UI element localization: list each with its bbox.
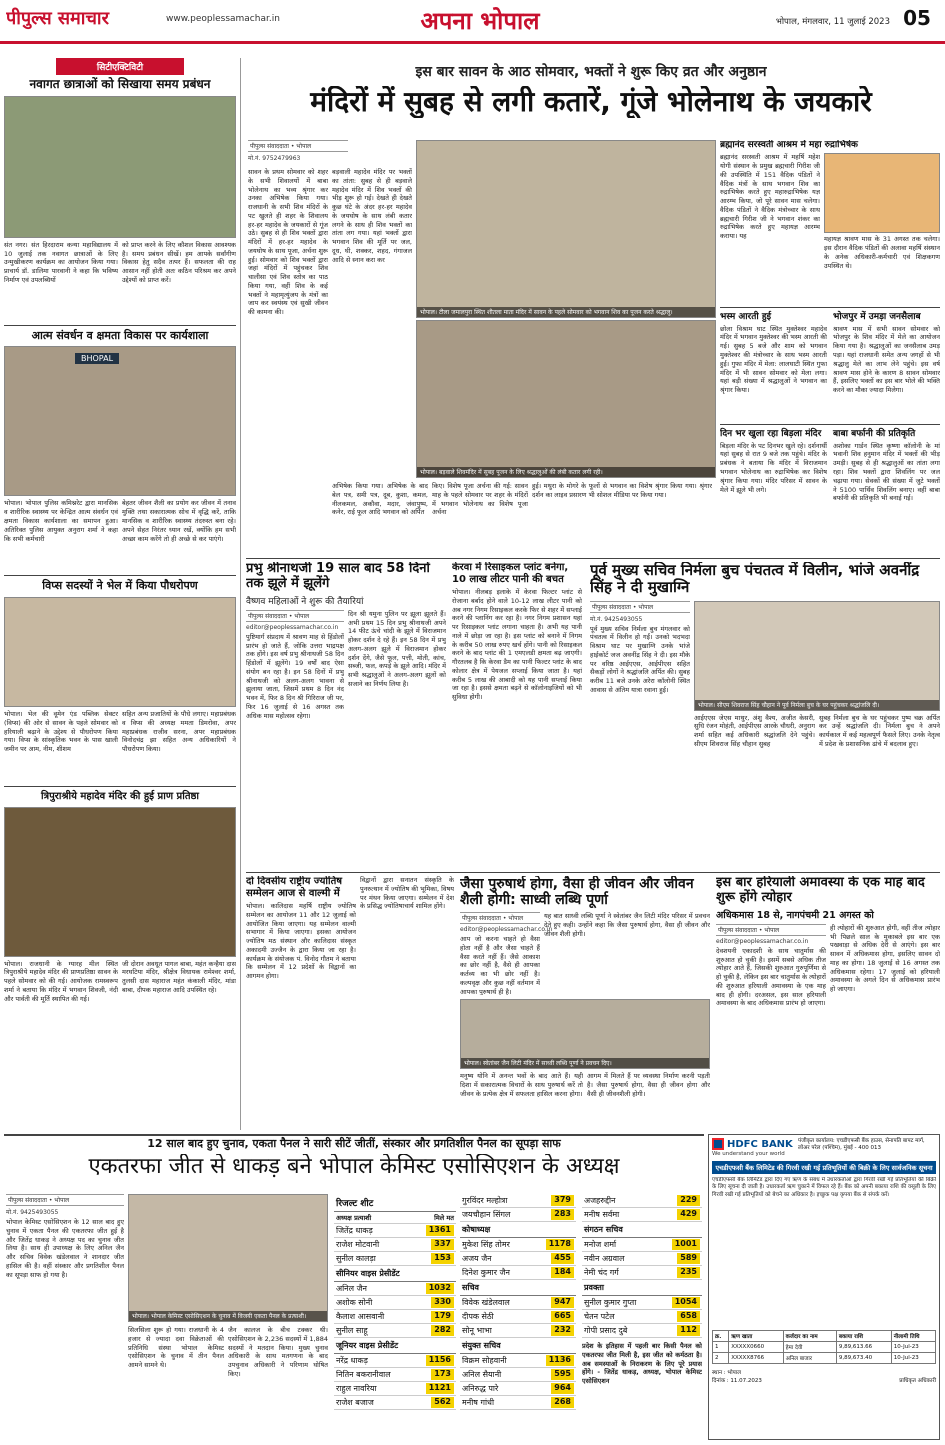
results-column-2 [460,1194,576,1440]
hdfc-logo-icon [712,1138,724,1150]
junior-vp-result-row-votes: 1121 [426,1383,454,1394]
senior-vp-result-row-votes: 330 [431,1297,454,1308]
baba-barfani-text: अशोका गार्डन स्थित कृष्णा कॉलोनी के मां भवानी शिव हनुमान मंदिर में भक्तों की भीड़ उमड़ी। सुबह से ही श्रद्धालुओं का तांता लगा रहा। शिव भक्तों द्वारा शिवलिंग पर जल चढ़ाया गया। सेवकों की संख्या में जुटे भक्तों ने 5100 पार्थिव शिवलिंग बनाए। वहीं बाबा बर्फानी की प्रतिकृति भी बनाई गई। [833,441,940,503]
senior-vp-result-row-votes: 282 [431,1325,454,1336]
shrinathji-subtitle: वैष्णव महिलाओं ने शुरू की तैयारियां [246,596,364,607]
birla-temple-title: दिन भर खुला रहा बिड़ला मंदिर [720,429,822,440]
secretary-result-row-votes: 665 [551,1311,574,1322]
org-secretary-result-row-votes: 235 [677,1267,700,1278]
masthead-url[interactable]: www.peoplessamachar.in [166,14,280,24]
spokesperson-title: प्रवक्ता [582,1280,702,1296]
ashram-rudrabhishek-text-b: महायज्ञ श्रावण मास के 31 अगस्त तक चलेगा। इस दौरान वैदिक पंडितों की अलावा महर्षि संस्थान के अनेक अधिकारी-कर्मचारी एवं शिक्षकगण उपस्थित थे। [824,235,940,270]
chemist-kicker: 12 साल बाद हुए चुनाव, एकता पैनल ने सारी सीटें जीतीं, संस्कार और प्रगतिशील पैनल का सूपड़ा साफ [147,1137,561,1150]
result-row-name: अजहरुद्दीन [584,1196,616,1205]
treasurer-result-row [460,1252,576,1266]
treasurer-result-row-votes: 1178 [546,1239,574,1250]
hariyali-byline: पीपुल्स संवाददाता • भोपाल [716,924,826,936]
story-shrinathji [246,562,446,868]
story-plantation-text-b: सहित अन्य प्रजातियों के पौधे लगाए। महाप्रबंधक व विप्स की अध्यक्ष ममता डिमरोवा, अपर महाप्रबंधक राजीव सरना, अपर महाप्रबंधक विनोदचंद्र झा सहित अन्य अधिकारियों ने पौधरोपण किया। [122,710,236,754]
lead-photo-queue [416,320,716,478]
kerwa-plant-title: केरवा में रिसाइकल प्लांट बनेगा, 10 लाख लीटर पानी की बचत [452,562,569,585]
hdfc-footer-date: दिनांक : 11.07.2023 [712,1378,762,1384]
lead-kicker: इस बार सावन के आठ सोमवार, भक्तों ने शुरू किए व्रत और अनुष्ठान [415,64,767,80]
hdfc-notice-text: एचडीएफसी बैंक लिमिटेड द्वारा दिए गए ऋण के संबंध में उधारकर्ताओं द्वारा गिरवी रखी गई प्रतिभूतियों की बिक्री के लिए सूचना दी जाती है। उधारकर्ता ऋण चुकाने में विफल रहे हैं। बैंक को अपनी बकाया राशि की वसूली के लिए गिरवी रखी गई प्रतिभूतियों को बेचने का अधिकार है। इच्छुक पक्ष कृपया बैंक से संपर्क करें। [712,1177,936,1198]
masthead [0,0,945,44]
joint-secretary-result-row [460,1396,576,1410]
sadhvi-title: जैसा पुरुषार्थ होगा, वैसा ही जीवन और जीवन शैली होगी: साध्वी लब्धि पूर्णा [460,876,694,909]
junior-vp-title: जूनियर वाइस प्रेसीडेंट [334,1338,456,1354]
nirmala-buch-text-c: सुबह निर्मला बुच के घर पहुंचकर पुष्प चक्र अर्पित कर उन्हें श्रद्धांजलि दी। निर्मला बुच ने अपने कार्यकाल में कई महत्वपूर्ण फैसले लिए। उनके नेतृत्व में प्रदेश के प्रशासनिक ढांचे में बदलाव हुए। [819,713,940,748]
president-result-row-votes: 1361 [426,1225,454,1236]
result-row [582,1208,702,1222]
lead-mobile: मो.नं. 9752479963 [248,155,301,162]
president-result-row-name: सुनील कालड़ा [336,1254,376,1263]
result-row-votes: 283 [551,1209,574,1220]
senior-vp-result-row-name: कैलाश आसवानी [336,1312,385,1321]
joint-secretary-title: संयुक्त सचिव [460,1338,576,1354]
junior-vp-result-row [334,1368,456,1382]
secretary-result-row [460,1310,576,1324]
results-col-candidate: अध्यक्ष प्रत्याशी [336,1214,372,1222]
chemist-quote: प्रदेश के इतिहास में पहली बार किसी पैनल को एकतरफा जीत मिली है, इस जीत को कर्मठता है। अब समस्याओं के निराकरण के लिए पूरे प्रयास होंगे। - जितेंद्र धाकड़, अध्यक्ष, भोपाल केमिस्ट एसोसिएशन [582,1342,702,1386]
org-secretary-result-row-name: मनोज शर्मा [584,1240,617,1249]
president-result-row-name: जितेंद्र धाकड़ [336,1226,373,1235]
secretary-result-row-votes: 232 [551,1325,574,1336]
hdfc-footer-sign: प्राधिकृत अधिकारी [899,1378,936,1384]
ashram-rudrabhishek-text: ब्रह्मानंद सरस्वती आश्रम में महर्षि महेश योगी संस्थान के प्रमुख ब्रह्मचारी गिरीश जी की उपस्थिति में 151 वैदिक पंडितों ने वैदिक मंत्रों के साथ भगवान शिव का रुद्राभिषेक करते हुए महारुद्राभिषेक यज्ञ आरम्भ किया, जो पूरे सावन मास चलेगा। वैदिक पंडितों ने वैदिक मंत्रोच्चार के साथ ब्रह्मचारी गिरीश जी ने भगवान शंकर का रुद्राभिषेक करते हुए महायज्ञ आरम्भ कराया। यह [720,153,820,241]
joint-secretary-result-row-name: मनीष गांधी [462,1398,495,1407]
story-time-management-text-a: संत नगर। संत हिरदाराम कन्या महाविद्यालय में 10 जुलाई तक नवागत छात्राओं के लिए उन्मुखीकरण कार्यक्रम का आयोजन किया गया। प्राचार्य डॉ. डालिमा पारवानी ने कहा कि भविष्य निर्माण एवं उपलब्धियों [4,240,118,284]
ashram-photo [824,153,940,233]
jyotish-text-a: भोपाल। कालिदास महर्षि राष्ट्रीय ज्योतिष सम्मेलन का आयोजन 11 और 12 जुलाई को आयोजित किया जाएगा। यह सम्मेलन वाल्मी सभागार में किया जाएगा। इसका आयोजन ज्योतिष मठ संस्थान और कालिदास संस्कृत अकादमी उज्जैन के द्वारा किया जा रहा है। कार्यक्रम के संयोजक पं. विनोद गौतम ने बताया कि सम्मेलन में 12 प्रदेशों के विद्वानों का आगमन होगा। [246,902,356,981]
story-sadhvi [460,876,710,1132]
jyotish-title: दो दिवसीय राष्ट्रीय ज्योतिष सम्मेलन आज से वाल्मी में [246,876,343,899]
bhasma-aarti-text: छोला विश्राम घाट स्थित मुक्तेश्वर महादेव मंदिर में भगवान मुक्तेश्वर की भस्म आरती की गई। सुबह 5 बजे और शाम को भगवान मुक्तेश्वर की मंत्रोच्चार के साथ भस्म आरती हुई। गुफा मंदिर में मेला: लालघाटी स्थित गुफा मंदिर में भी सावन सोमवार को मेला लगा। यहां बड़ी संख्या में श्रद्धालुओं ने भगवान का श्रृंगार किया। [720,324,827,395]
junior-vp-result-row-votes: 562 [431,1397,454,1408]
hdfc-table-cell: हेमा देवी [783,1342,836,1353]
sadhvi-text-a: आप जो करना चाहते हो वैसा होता नहीं है और जैसा चाहते हैं वैसा करते नहीं हैं। जैसे आकाश का छोर नहीं है, वैसे ही आपका कर्तव्य का भी छोर नहीं है। कल्पवृक्ष और कुछ नहीं वर्तमान में आपका पुरुषार्थ ही है। [460,935,540,996]
result-row-votes: 429 [677,1209,700,1220]
sadhvi-photo-caption: भोपाल। स्वेतांबर जैन लिटी मंदिर में साध्वी लब्धि पूर्णा ने प्रवचन दिए। [461,1058,709,1068]
story-nirmala-buch [590,562,940,868]
joint-secretary-result-row [460,1354,576,1368]
joint-secretary-result-row-votes: 268 [551,1397,574,1408]
result-row-name: मनीष सर्वमा [584,1210,620,1219]
result-row-votes: 379 [551,1195,574,1206]
story-temple-consecration-photo [4,807,236,957]
nirmala-buch-mobile: मो.नं. 9425493055 [590,615,643,623]
junior-vp-result-row-name: नरेंद्र धाकड़ [336,1356,368,1365]
story-plantation-text-a: भोपाल। भेल की वूमेन एंड पब्लिक सेक्टर (विप्स) की ओर से सावन के पहले सोमवार को हरियाली बढ़ाने के उद्देश्य से पौधरोपण किया गया। विप्स के सांस्कृतिक भवन के पास खाली जमीन पर आम, नीम, शीशम [4,710,118,754]
spokesperson-result-row [582,1296,702,1310]
chemist-photo-caption: भोपाल। भोपाल केमिस्ट एसोसिएशन के चुनाव में विजयी एकता पैनल के प्रत्याशी। [129,1311,327,1321]
hdfc-table-header: ऋण खाता [729,1331,783,1342]
bhasma-aarti-title: भस्म आरती हुई [720,312,772,323]
bhojpur-crowd-text: श्रावण मास में सभी सावन सोमवार को भोजपुर के शिव मंदिर में मेले का आयोजन किया गया है। श्रद्धालुओं का जनसैलाब उमड़ पड़ा। यहां राजधानी समेत अन्य जगहों से भी श्रद्धालु मेले का लाभ लेने पहुंचे। इस वर्ष श्रावण मास होने के कारण 8 सावन सोमवार हैं, इसलिए भक्तों का इस बार भोले की भक्ति करने का मौका ज्यादा मिलेगा। [833,324,940,395]
treasurer-result-row [460,1238,576,1252]
sadhvi-byline: पीपुल्स संवाददाता • भोपाल [460,912,540,924]
secretary-result-row-votes: 947 [551,1297,574,1308]
joint-secretary-result-row-votes: 964 [551,1383,574,1394]
hdfc-tagline: We understand your world [712,1151,785,1157]
hariyali-email[interactable]: editor@peoplessamachar.co.in [716,937,809,945]
hdfc-table-cell: 9,89,673.40 [836,1353,891,1364]
treasurer-result-row-name: मुकेश सिंह तोमर [462,1240,510,1249]
birla-temple-text: बिड़ला मंदिर के पट दिनभर खुले रहे। दर्शनार्थी यहां सुबह से रात 9 बजे तक पहुंचे। मंदिर के प्रबंधक ने बताया कि मंदिर में विराजमान भगवान भोलेनाथ का रुद्राभिषेक कर विशेष श्रृंगार किया गया। मंदिर परिसर में सावन के मेले में झूले भी लगे। [720,441,827,494]
senior-vp-result-row-votes: 1032 [426,1283,454,1294]
result-row [460,1208,576,1222]
hdfc-table-cell: 10-Jul-23 [891,1342,935,1353]
story-time-management-text-b: को प्राप्त करने के लिए कौशल विकास आवश्यक है। समय प्रबंधन सीखें। हम आपके सर्वांगीण विकास हेतु सदैव तत्पर हैं। सफलता की राह आसान नहीं होती अतः कठिन परिश्रम कर अपने उद्देश्यों को प्राप्त करें। [122,240,236,284]
spokesperson-result-row-name: गोपी प्रसाद दुबे [584,1326,628,1335]
senior-vp-result-row [334,1282,456,1296]
treasurer-result-row-votes: 184 [551,1267,574,1278]
junior-vp-result-row [334,1396,456,1410]
hdfc-table-cell: 2 [713,1353,729,1364]
president-result-row-name: राजेश मोटवानी [336,1240,380,1249]
senior-vp-result-row [334,1310,456,1324]
result-row-votes: 229 [677,1195,700,1206]
result-row [460,1194,576,1208]
joint-secretary-result-row-name: अनिल सैयानी [462,1370,502,1379]
secretary-title: सचिव [460,1280,576,1296]
story-plantation-title: विप्स सदस्यों ने भेल में किया पौधरोपण [42,579,198,593]
org-secretary-result-row-name: नवीन अग्रवाल [584,1254,625,1263]
hdfc-table [712,1330,936,1364]
shrinathji-text-b: दिन श्री यमुना पुलिन पर झूला झूलते हैं। अभी प्रथम 15 दिन प्रभु श्रीनाथजी अपने 14 फीट ऊंचे चांदी के झूले में विराजमान होकर दर्शन दे रहे हैं। इन 58 दिन में प्रभु अलग-अलग झूले में विराजमान होकर दर्शन देंगे, जैसे फूल, पत्ती, मोती, कांच, सब्जी, फल, कपड़े के झूले आदि। मंदिर में सभी श्रद्धालुओं ने अलग-अलग झूलों को सजाने का निर्णय लिया है। [348,609,446,688]
sadhvi-photo [460,999,710,1069]
hariyali-text-b: ही त्योहारों की शुरुआत होगी, वहीं तीज त्योहार भी पिछले साल के मुकाबले इस बार एक पखवाड़ा से अधिक देरी से आएंगे। इस बार सावन में अधिकमास होगा, इसलिए सावन दो माह का होगा। 18 जुलाई से 16 अगस्त तक अधिकमास रहेगा। 17 जुलाई को हरियाली अमावस्या के अगले दिन से अधिकमास प्रारंभ हो जाएगा। [830,923,940,994]
hdfc-footer-place: स्थान : भोपाल [712,1370,741,1376]
chemist-photo [128,1194,328,1322]
joint-secretary-result-row [460,1368,576,1382]
spokesperson-result-row-name: चेतन पटेल [584,1312,615,1321]
secretary-result-row [460,1296,576,1310]
nirmala-buch-photo [694,601,940,711]
story-time-management-photo [4,96,236,238]
result-row [582,1194,702,1208]
lead-byline-block [248,140,348,162]
treasurer-result-row-name: अजय जैन [462,1254,492,1263]
results-header-row [334,1212,456,1224]
lead-text-d: किए। विशेष पूजा अर्चना की गई: सावन माह के पहले सोमवार पर शहर के मंदिरों में भगवान भोलेनाथ का विशेष पूजा अर्चना [432,482,528,517]
nirmala-buch-text-a: पूर्व मुख्य सचिव निर्मला बुच मंगलवार को पंचतत्व में विलीन हो गईं। उनको भदभदा विश्राम घाट पर मुखाग्नि उनके भांजे हाईकोर्ट जज अवनींद्र सिंह ने दी। इस मौके पर वरिष्ठ आईएएस, आईपीएस सहित सैकड़ों लोगों ने श्रद्धांजलि अर्पित की। सुबह करीब 11 बजे उनके अरेरा कॉलोनी स्थित आवास से अंतिम यात्रा रवाना हुई। [590,624,690,694]
president-result-row [334,1224,456,1238]
spokesperson-result-row [582,1324,702,1338]
story-kerwa-plant [452,562,582,868]
junior-vp-result-row-name: नितिन बकरानीवाल [336,1370,391,1379]
story-workshop-title: आत्म संवर्धन व क्षमता विकास पर कार्यशाला [31,328,209,342]
city-activity-tag: सिटीएक्टिविटी [56,58,184,75]
jyotish-text-b: विद्वानों द्वारा सनातन संस्कृति के पुनरुत्थान में ज्योतिष की भूमिका, विषय पर मंथन किया जाएगा। सम्मेलन में देश के प्रसिद्ध ज्योतिषाचार्य शामिल होंगे। [360,876,454,911]
lead-byline: पीपुल्स संवाददाता • भोपाल [248,140,348,152]
org-secretary-result-row [582,1238,702,1252]
spokesperson-result-row-name: सुनील कुमार गुप्ता [584,1298,637,1307]
right-top-column [720,140,940,552]
joint-secretary-result-row-name: विक्रम सोहवानी [462,1356,507,1365]
results-column-1 [334,1194,456,1440]
page-number: 05 [903,6,931,30]
junior-vp-result-row-votes: 173 [431,1369,454,1380]
senior-vp-result-row-name: अशोक सोनी [336,1298,373,1307]
workshop-banner-text: BHOPAL [75,353,119,364]
spokesperson-result-row [582,1310,702,1324]
results-column-3 [582,1194,702,1440]
lead-text-e: हुई। मथुरा के मोगरे के फूलों से भगवान का विशेष श्रृंगार किया गया। श्रृंगार दर्शन का लाइव प्रसारण भी सोशल मीडिया पर किया गया। [532,482,712,499]
chemist-headline: एकतरफा जीत से धाकड़ बने भोपाल केमिस्ट एसोसिएशन के अध्यक्ष [88,1154,620,1179]
hdfc-table-row [713,1353,936,1364]
result-row-name: जयचौहान सिंगल [462,1210,511,1219]
kerwa-plant-text: भोपाल। नीलबड़ इलाके में केरवा फिल्टर प्लांट से रोजाना बर्बाद होने वाले 10-12 लाख लीटर पानी को अब नगर निगम रिसाइकल करके फिर से शहर में सप्लाई करने की प्लानिंग कर रहा है। नगर निगम प्रशासन यहां पर रिसाइकल प्लांट लगाना चाहता है। अभी यह पानी नाले में छोड़ा जा रहा है। इस प्लांट को बनाने में निगम के करीब 50 लाख रुपए खर्च होंगे। पानी को रिसाइकल करने के बाद प्लांट की 1 एमएलडी क्षमता बढ़ जाएगी। गौरतलब है कि केरवा डैम का पानी फिल्टर प्लांट के बाद कोलार क्षेत्र में पेयजल सप्लाई किया जाता है। यहां करीब 5 लाख की आबादी को यह पानी सप्लाई किया जा रहा है। इससे क्षमता बढ़ने से कॉलोनाइजियों को भी सुविधा होगी। [452,588,582,702]
org-secretary-result-row-votes: 589 [677,1253,700,1264]
shrinathji-email[interactable]: editor@peoplessamachar.co.in [246,623,339,631]
baba-barfani-title: बाबा बर्फानी की प्रतिकृति [833,429,916,440]
story-temple-text-b: जी दोरान अवधूत पागल बाबा, महंत कन्हैया दास मरघटिया मंदिर, श्रीक्षेत्र विधायक रामेश्वर शर्मा, तुलसी दास महाराज महंत कंकाली मंदिर, मांडा बाबा, दीपक महाराज आदि उपस्थित रहे। [122,959,236,994]
org-secretary-result-row [582,1252,702,1266]
lead-photo-temple-puja [416,140,716,318]
org-secretary-result-row-name: नेमी चंद गर्ग [584,1268,619,1277]
nirmala-buch-byline: पीपुल्स संवाददाता • भोपाल [590,601,690,613]
senior-vp-result-row [334,1324,456,1338]
left-column [4,58,236,1130]
story-jyotish-sammelan [246,876,356,1132]
masthead-logo: पीपुल्स समाचार [6,8,109,29]
hdfc-bank-name: HDFC BANK [727,1138,793,1150]
senior-vp-title: सीनियर वाइस प्रेसीडेंट [334,1266,456,1282]
lead-headline: मंदिरों में सुबह से लगी कतारें, गूंजे भोलेनाथ के जयकारे [310,86,872,118]
senior-vp-result-row-name: अनिल जैन [336,1284,367,1293]
secretary-result-row-name: विवेक खंडेलवाल [462,1298,510,1307]
secretary-result-row [460,1324,576,1338]
lead-text-c: अभिषेक किया गया। अभिषेक के बाद बेल पत्र, समी पत्र, दूब, कुशा, कमल, नीलकमल, अकौवा, मदार, जंवापुष्प, कनेर, राई फूल आदि भगवान को अर्पित [332,482,428,517]
hdfc-table-cell: 10-Jul-23 [891,1353,935,1364]
shrinathji-byline: पीपुल्स संवाददाता • भोपाल [246,610,344,622]
hdfc-table-cell: XXXXX0660 [729,1342,783,1353]
treasurer-result-row-name: दिनेश कुमार जैन [462,1268,510,1277]
lead-photo1-caption: भोपाल। टीला जमालपुरा स्थित शीतला माता मंदिर में सावन के पहले सोमवार को भगवान शिव का पूजन करते श्रद्धालु। [417,307,715,317]
story-temple-consecration-title: त्रिपुराश्रीये महादेव मंदिर की हुई प्राण प्रतिष्ठा [40,791,199,803]
hdfc-table-header: बकाया राशि [836,1331,891,1342]
chemist-text-b: सिलसिला शुरू हो गया। राजधानी के 4 हजार से ज्यादा दवा विक्रेताओं की प्रतिनिधि संस्था भोपाल केमिस्ट एसोसिएशन के चुनाव में तीन पैनल आमने सामने थे। [128,1326,224,1370]
bhojpur-crowd-title: भोजपुर में उमड़ा जनसैलाब [833,312,921,323]
story-time-management-title: नवागत छात्राओं को सिखाया समय प्रबंधन [29,77,211,91]
story-temple-text-a: भोपाल। राजधानी के ग्यारह मील स्थित त्रिपुराश्रीये महादेव मंदिर की प्राणप्रतिष्ठा सावन के पहले सोमवार को की गई। आयोजक रामस्वरूप शर्मा ने बताया कि मंदिर में भगवान शिवजी, नंदी और पार्वती की मूर्ति स्थापित की गई। [4,959,118,1003]
hdfc-notice-title: एचडीएफसी बैंक लिमिटेड की गिरवी रखी गई प्रतिभूतियों की बिक्री के लिए सार्वजनिक सूचना [712,1161,936,1174]
senior-vp-result-row-name: सुनील साहू [336,1326,368,1335]
story-workshop-photo [4,346,236,496]
nirmala-buch-photo-caption: भोपाल। सीएम शिवराज सिंह चौहान ने पूर्व निर्मला बुच के घर पहुंचकर श्रद्धांजलि दी। [695,700,939,710]
president-result-row-votes: 337 [431,1239,454,1250]
hariyali-text-a: देवशयनी एकादशी के साथ चातुर्मास की शुरुआत हो चुकी है। इसमें सबसे अधिक तीज त्योहार आते हैं, जिसकी शुरुआत गुरुपूर्णिमा से हो चुकी है, लेकिन इस बार चातुर्मास के त्योहारों की शुरुआत हरियाली अमावस्या के एक माह बाद ही होगी। दरअसल, इस साल हरियाली अमावस्या के बाद अधिकमास प्रारंभ हो जाएगा। [716,946,826,1008]
lead-text-b: बड़वाली महादेव मंदिर पर भक्तों का तांता: सुबह से ही बड़वाले महादेव मंदिर में शिव भक्तों की भीड़ शुरू हो गई। देखते ही देखते कुछ घंटे के अंदर हर-हर महादेव के जयघोष के साथ लंबी कतार लगने के साथ ही शिव भक्तों का तांता लग गया। यहां भक्तों द्वारा भगवान शिव की मूर्ति पर जल, दूध, घी, शक्कर, शहद, गंगाजल आदि से स्नान करा कर [332,168,412,264]
results-col-votes: मिले मत [434,1214,454,1222]
sadhvi-text-b: यह बात साध्वी लब्धि पूर्णा ने स्वेतांबर जैन लिटी मंदिर परिसर में प्रवचन देते हुए कही। उन्होंने कहा कि जैसा पुरुषार्थ होगा, वैसा ही जीवन और जीवन शैली होगी। [544,912,710,938]
junior-vp-result-row-name: राहुल नावरिया [336,1384,377,1393]
hdfc-table-cell: 1 [713,1342,729,1353]
chemist-byline-block [6,1194,124,1418]
result-row-name: गुरविंदर मल्होत्रा [462,1196,508,1205]
hdfc-logo [712,1138,794,1150]
junior-vp-result-row-name: राजेश बजाज [336,1398,374,1407]
junior-vp-result-row [334,1382,456,1396]
story-workshop-text-b: बेहतर जीवन शैली का प्रयोग कर जीवन में तनाव मुक्ति तथा सकारात्मक सोच में वृद्धि करें, ताकि मानसिक व शारीरिक स्वास्थ्य तंदरुस्त बना रहे। अपने सेहत निरंतर ध्यान रखें, क्योंकि हम सभी अच्छा काम करेंगे तो ही अच्छे से कर पाएंगे। [122,499,236,543]
spokesperson-result-row-votes: 112 [677,1325,700,1336]
joint-secretary-result-row [460,1382,576,1396]
issue-date: भोपाल, मंगलवार, 11 जुलाई 2023 [775,17,890,27]
shrinathji-text-a: पुष्टिमार्ग संप्रदाय में श्रावण माह से हिंडोलों प्रारंभ हो जाते हैं, जोकि उत्तरा भाद्रपक्ष तक होंगे। इस वर्ष प्रभु श्रीनाथजी 58 दिन हिंडोलों में झूलेंगे। 19 वर्षों बाद ऐसा संयोग बन रहा है। इन 58 दिनों में प्रभु श्रीनाथजी को अलग-अलग भावना से झुलाया जाता, जिसमें प्रथम 8 दिन नंद भवन में, फिर 8 दिन श्री गिरिराज जी पर, फिर 16 जुलाई से 16 अगस्त तक अधिक मास महोत्सव रहेगा। [246,632,344,720]
hdfc-table-header: कर्जदार का नाम [783,1331,836,1342]
hdfc-table-cell: 9,89,613.66 [836,1342,891,1353]
junior-vp-result-row-votes: 1156 [426,1355,454,1366]
senior-vp-result-row-votes: 179 [431,1311,454,1322]
sadhvi-text-c: मनुष्य योनि में अनन्त भवों के बाद आते हैं। यही दिशा में सकारात्मक विचारों के साथ पुरुषार्थ करें तो जीवन के प्रत्येक क्षेत्र में सफलता हासिल करना होगा। [460,1072,583,1098]
treasurer-result-row [460,1266,576,1280]
joint-secretary-result-row-votes: 1136 [546,1355,574,1366]
spokesperson-result-row-votes: 1054 [672,1297,700,1308]
sadhvi-email[interactable]: editor@peoplessamachar.co.in [460,926,553,934]
story-workshop-text-a: भोपाल। भोपाल पुलिस कमिश्नरेट द्वारा मानसिक व शारीरिक स्वास्थ्य पर केन्द्रित आत्म संवर्धन एवं क्षमता विकास कार्यशाला का समापन हुआ। अतिरिक्त पुलिस आयुक्त अनुराग शर्मा ने कहा कि सभी कर्मचारी [4,499,118,543]
treasurer-title: कोषाध्यक्ष [460,1222,576,1238]
hariyali-title: इस बार हरियाली अमावस्या के एक माह बाद शुरू होंगे त्योहार [716,876,925,905]
story-plantation-photo [4,597,236,707]
chemist-byline: पीपुल्स संवाददाता • भोपाल [6,1194,124,1206]
president-result-row-votes: 153 [431,1253,454,1264]
shrinathji-title: प्रभु श्रीनाथजी 19 साल बाद 58 दिनों तक झूले में झूलेंगे [246,562,430,591]
org-secretary-title: संगठन सचिव [582,1222,702,1238]
hdfc-table-header: क्र. [713,1331,729,1342]
joint-secretary-result-row-name: अनिरुद्ध पारे [462,1384,499,1393]
section-title: अपना भोपाल [420,7,540,35]
hdfc-table-row [713,1342,936,1353]
org-secretary-result-row-votes: 1001 [672,1239,700,1250]
lead-text-a: सावन के प्रथम सोमवार को शहर के सभी शिवालयों में बाबा भोलेनाथ का भव्य श्रृंगार कर उनका अभिषेक किया गया। राजधानी के सभी शिव मंदिरों के पट खुलते ही शहर के शिवालय हर-हर महादेव के जयकारों से गूंज उठे। सुबह से ही शिव भक्तों द्वारा मंदिरों में हर-हर महादेव के जयघोष के साथ पूजा, अर्चना शुरू हुई। सोमवार को शिव भक्तों द्वारा जहां मंदिरों में पहुंचकर शिव चालीसा एवं शिव स्तोत्र का पाठ किया गया, वहीं शिव के कई भक्तों ने महामृत्युंजय के मंत्रों का जाप कर स्वयंस्थ एवं सुखी जीवन की कामना की। [248,168,328,317]
chemist-mobile: मो.नं. 9425493055 [6,1209,59,1216]
junior-vp-result-row [334,1354,456,1368]
org-secretary-result-row [582,1266,702,1280]
joint-secretary-result-row-votes: 595 [551,1369,574,1380]
secretary-result-row-name: सोनू भाभा [462,1326,492,1335]
lead-photo2-caption: भोपाल। बड़वाले शिवमंदिर में सुबह पूजन के लिए श्रद्धालुओं की लंबी कतार लगी रही। [417,467,715,477]
secretary-result-row-name: दीपक सेठी [462,1312,494,1321]
president-result-row [334,1238,456,1252]
hdfc-header-text: पंजीकृत कार्यालय: एचडीएफसी बैंक हाउस, सेनापति बापट मार्ग, लोअर परेल (पश्चिम), मुंबई - 400 013 [798,1138,925,1152]
chemist-text-a: भोपाल केमिस्ट एसोसिएशन के 12 साल बाद हुए चुनाव में एकता पैनल की एकतरफा जीत हुई है और जितेंद्र धाकड़ ने अध्यक्ष पद का चुनाव जीत लिया है। साथ ही उपाध्यक्ष के लिए अनिल जैन और सचिव विवेक खंडेलवाल ने शानदार जीत हासिल की है। वहीं संस्कार और प्रगतिशील पैनल का सूपड़ा साफ हो गया है। [6,1218,124,1279]
hdfc-table-cell: XXXXX8766 [729,1353,783,1364]
president-result-row [334,1252,456,1266]
ashram-rudrabhishek-title: ब्रह्मानंद सरस्वती आश्रम में महा रुद्राभिषेक [720,140,858,150]
sadhvi-text-d: आगम में मिलते हैं पर व्यवस्था निर्माण करनी पड़ती है। जैसा पुरुषार्थ होगा, वैसा ही जीवन होगा और वैसी ही जीवनशैली होगी। [587,1072,710,1098]
nirmala-buch-title: पूर्व मुख्य सचिव निर्मला बुच पंचतत्व में विलीन, भांजे अवनींद्र सिंह ने दी मुखाग्नि [590,562,920,597]
senior-vp-result-row [334,1296,456,1310]
hariyali-subtitle: अधिकमास 18 से, नागपंचमी 21 अगस्त को [716,909,874,921]
story-hariyali-amavasya [716,876,940,1132]
chemist-text-c: जैन कालज के बीच टक्कर थी। एसोसिएशन के 2,236 सदस्यों में 1,884 सदस्यों ने मतदान किया। मुख्य चुनाव अधिकारी के साथ मतगणना के बाद उपचुनाव अधिकारी ने परिणाम घोषित किए। [228,1326,328,1378]
hdfc-notice [708,1134,940,1440]
hdfc-table-header: नीलामी तिथि [891,1331,935,1342]
hdfc-table-cell: अनिल बाजार [783,1353,836,1364]
treasurer-result-row-votes: 455 [551,1253,574,1264]
spokesperson-result-row-votes: 658 [677,1311,700,1322]
nirmala-buch-text-b: आईएएस जेएस माथुर, अंशु वैश्य, अजीत केसरी, सुधि रंजन मोहंती, आईपीएस आरके चौधरी, अनुराग शर्मा सहित कई अधिकारी श्रद्धांजलि देने पहुंचे। सीएम शिवराज सिंह चौहान सुबह [694,713,815,748]
results-title: रिजल्ट शीट [334,1194,456,1212]
